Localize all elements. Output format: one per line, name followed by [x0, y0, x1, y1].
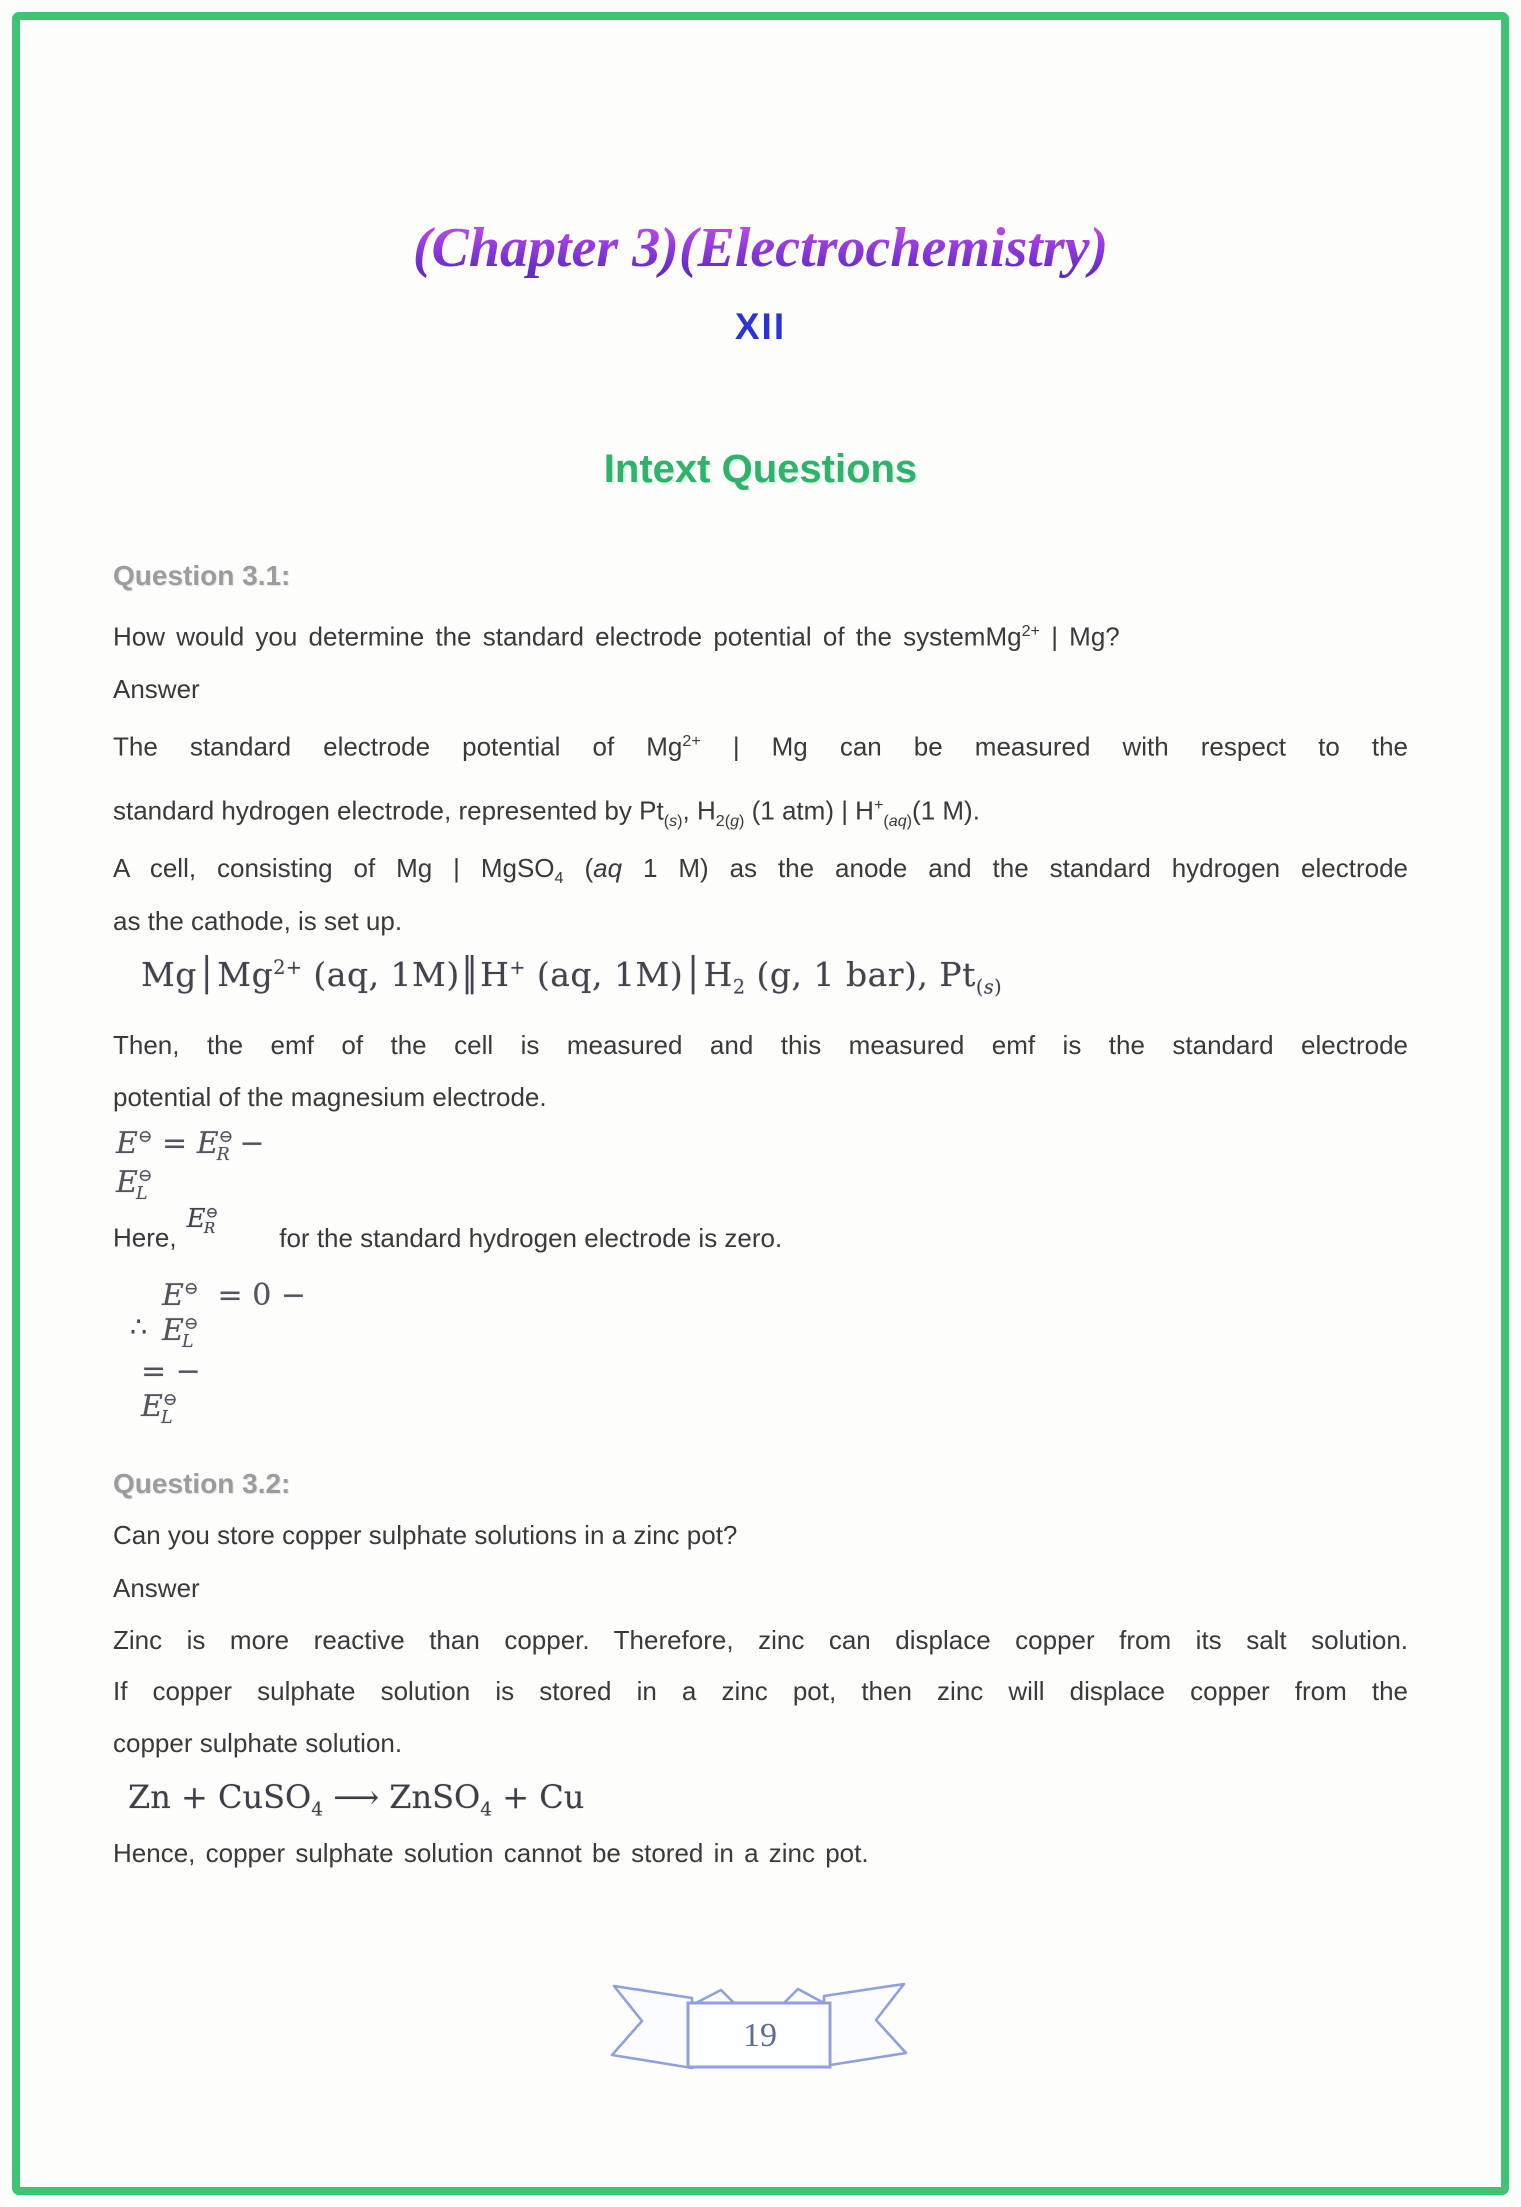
- chapter-title: (Chapter 3)(Electrochemistry): [0, 218, 1521, 280]
- therefore-symbol: ∴: [130, 1312, 148, 1343]
- here-suffix: for the standard hydrogen electrode is zero.: [279, 1222, 783, 1253]
- answer-1-para-1-line-2: standard hydrogen electrode, represented by $Pt_{(s)}$, $H_{2(g)}$ (1 atm) | $H^+_{(aq)}(1$ M).: [113, 795, 980, 830]
- question-3-2-text: Can you store copper sulphate solutions in a zinc pot?: [113, 1520, 738, 1550]
- answer-1-para-2-line-2: as the cathode, is set up.: [113, 906, 403, 936]
- here-statement: [113, 1203, 1408, 1265]
- ribbon-banner-icon: [600, 1980, 912, 2075]
- page-number: 19: [743, 2017, 777, 2054]
- here-prefix: Here,: [113, 1222, 177, 1253]
- cell-notation-formula: $Mg│Mg^{2+}$ (aq, 1M)║H+ (aq, $1M)│H_2$ (g, 1 bar), $Pt_{(s)}$: [141, 955, 1003, 999]
- equation-step-1: $E^⊖ = 0 - E^⊖_L$: [162, 1278, 306, 1352]
- section-heading: Intext Questions: [603, 447, 918, 491]
- right-electrode-potential-symbol: $E^⊖_R$: [186, 1203, 219, 1237]
- class-label: XII: [734, 306, 787, 347]
- equation-step-2: = − $E^⊖_L$: [141, 1354, 201, 1428]
- answer-1-para-3-line-2: potential of the magnesium electrode.: [113, 1082, 547, 1112]
- answer-2-line-2: If copper sulphate solution is stored in a zinc pot, then zinc will displace copper from the: [113, 1676, 1408, 1706]
- answer-1-para-3-line-1: Then, the emf of the cell is measured and this measured emf is the standard electrode: [113, 1030, 1408, 1060]
- page-number-ribbon: [600, 1980, 912, 2075]
- question-3-1-label: Question 3.1:: [113, 560, 291, 591]
- answer-label-2: Answer: [113, 1573, 200, 1603]
- question-3-1-text: How would you determine the standard electrode potential of the systemMg$^{2+}$ | Mg?: [113, 621, 1120, 652]
- answer-2-line-1: Zinc is more reactive than copper. Therefore, zinc can displace copper from its salt solution.: [113, 1625, 1408, 1655]
- question-3-2-label: Question 3.2:: [113, 1468, 291, 1499]
- answer-1-para-2-line-1: A cell, consisting of Mg | MgSO$_4$ (aq 1 M) as the anode and the standard hydrogen electrode: [113, 853, 1409, 888]
- answer-1-para-1-line-1: The standard electrode potential of $Mg^{2+}$ | Mg can be measured with respect to the: [113, 731, 1408, 762]
- answer-2-line-3: copper sulphate solution.: [113, 1728, 403, 1758]
- answer-label-1: Answer: [113, 674, 200, 704]
- answer-2-conclusion: Hence, copper sulphate solution cannot be stored in a zinc pot.: [113, 1838, 869, 1868]
- emf-equation: $E^⊖ = E^⊖_R - E^⊖_L$: [116, 1126, 265, 1204]
- displacement-reaction-equation: Zn + CuSO$_4$ ⟶ ZnSO$_4$ + Cu: [128, 1778, 585, 1821]
